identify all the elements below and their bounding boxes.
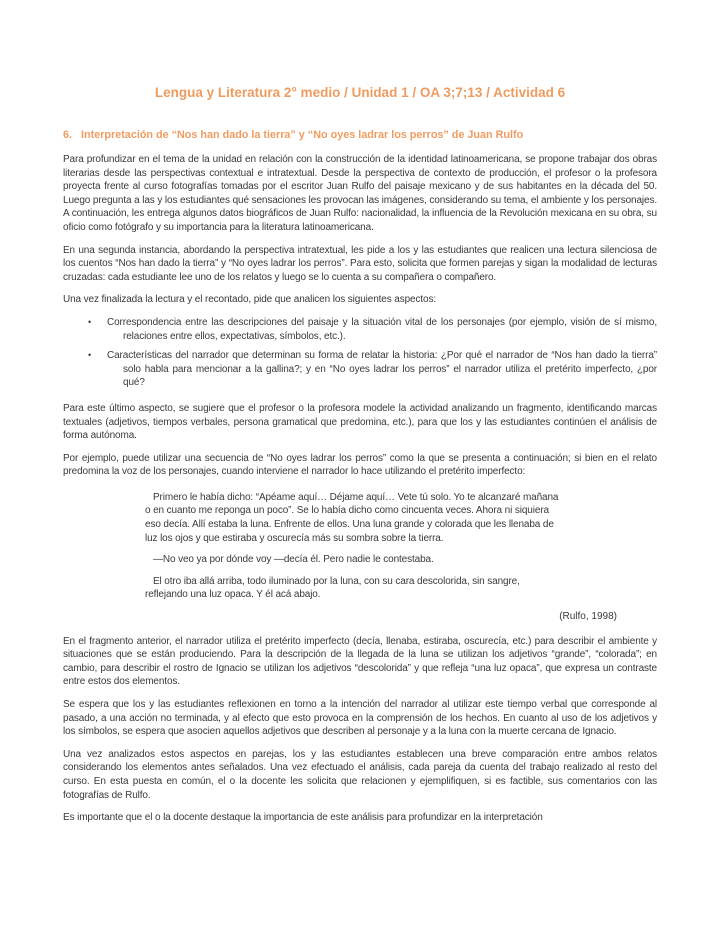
rulfo-quote-block <box>145 491 559 602</box>
activity-title: Interpretación de “Nos han dado la tierra” y “No oyes ladrar los perros” de Juan Rulfo <box>81 129 524 141</box>
paragraph-pair-comparison: Una vez analizados estos aspectos en parejas, los y las estudiantes establecen una breve comparación entre ambos relatos considerando los elementos antes señalados. Una vez efectuado el análisis, cada pareja da cuenta del trabajo realizado al resto del curso. En esta puesta en común, el o la docente les solicita que relacionen y ejemplifiquen, si es factible, sus comentarios con las fotografías de Rulfo. <box>63 748 657 801</box>
paragraph-modeling: Para este último aspecto, se sugiere que el profesor o la profesora modele la actividad analizando un fragmento, identificando marcas textuales (adjetivos, tiempos verbales, persona gramatical que predomina, etc.), para que los y las estudiantes continúen el análisis de forma autónoma. <box>63 402 657 442</box>
aspect-text: Correspondencia entre las descripciones del paisaje y la situación vital de los personajes (por ejemplo, visión de sí mismo, relaciones entre ellos, expectativas, símbolos, etc.). <box>107 316 657 342</box>
quote-paragraph: —No veo ya por dónde voy —decía él. Pero nadie le contestaba. <box>153 554 434 566</box>
paragraph-aspects-lead: Una vez finalizada la lectura y el recontado, pide que analicen los siguientes aspectos: <box>63 294 437 306</box>
paragraph-intro-context: Para profundizar en el tema de la unidad en relación con la construcción de la identidad latinoamericana, se propone trabajar dos obras literarias desde las perspectivas contextual e intratextual. Desde la perspectiva de contexto de producción, el profesor o la profesora proyecta frente al curso fotografías tomadas por el escritor Juan Rulfo del paisaje mexicano y de sus habitantes en la década del 50. Luego pregunta a las y los estudiantes qué sensaciones les provocan las imágenes, considerando su tema, el ambiente y los personajes. A continuación, les entrega algunos datos biográficos de Juan Rulfo: nacionalidad, la influencia de la Revolución mexicana en su obra, su oficio como fotógrafo y su importancia para la literatura latinoamericana. <box>63 154 657 233</box>
activity-heading <box>63 128 657 142</box>
list-item <box>63 349 657 390</box>
quote-citation: (Rulfo, 1998) <box>559 611 617 623</box>
activity-number: 6. <box>63 129 73 141</box>
paragraph-example-lead: Por ejemplo, puede utilizar una secuencia de “No oyes ladrar los perros” como la que se presenta a continuación; si bien en el relato predomina la voz de los personajes, cuando interviene el narrador lo hace utilizando el pretérito imperfecto: <box>63 452 657 478</box>
aspect-text: Características del narrador que determinan su forma de relatar la historia: ¿Por qué el narrador de “Nos han dado la tierra” solo habla para mencionar a la gallina?; y en “No oyes ladrar los perros” el narrador utiliza el pretérito imperfecto, ¿por qué? <box>107 350 657 389</box>
paragraph-closing: Es importante que el o la docente destaque la importancia de este análisis para profundizar en la interpretación <box>63 812 543 824</box>
list-item <box>63 316 657 343</box>
paragraph-second-instance: En una segunda instancia, abordando la perspectiva intratextual, les pide a los y las estudiantes que realicen una lectura silenciosa de los cuentos “Nos han dado la tierra” y “No oyes ladrar los perros”. Para esto, solicita que formen parejas y sigan la modalidad de lecturas cruzadas: cada estudiante lee uno de los relatos y luego se lo cuenta a su compañera o compañero. <box>63 244 657 283</box>
quote-paragraph: El otro iba allá arriba, todo iluminado por la luna, con su cara descolorida, sin sangre, reflejando una luz opaca. Y él acá abajo. <box>145 575 520 601</box>
paragraph-expected-reflection: Se espera que los y las estudiantes reflexionen en torno a la intención del narrador al utilizar este tiempo verbal que corresponde al pasado, a una acción no terminada, y al efecto que esto provoca en la comprensión de los hechos. En cuanto al uso de los adjetivos y los símbolos, se espera que asocien aquellos adjetivos que describen al personaje y a la luna con la muerte cercana de Ignacio. <box>63 699 657 738</box>
quote-paragraph: Primero le había dicho: “Apéame aquí… Déjame aquí… Vete tú solo. Yo te alcanzaré mañana o en cuanto me reponga un poco”. Se lo había dicho como cincuenta veces. Ahora ni siquiera eso decía. Allí estaba la luna. Enfrente de ellos. Una luna grande y colorada que les llenaba de luz los ojos y que estiraba y oscurecía más su sombra sobre la tierra. <box>145 491 559 544</box>
bullet-icon: • <box>88 316 92 327</box>
page-title: Lengua y Literatura 2° medio / Unidad 1 / OA 3;7;13 / Actividad 6 <box>154 85 566 100</box>
bullet-icon: • <box>88 350 92 361</box>
paragraph-fragment-analysis: En el fragmento anterior, el narrador utiliza el pretérito imperfecto (decía, llenaba, estiraba, oscurecía, etc.) para describir el ambiente y situaciones que se están produciendo. Para la descripción de la llegada de la luna se utilizan los adjetivos “grande”, “colorada”; en cambio, para describir el rostro de Ignacio se utilizan los adjetivos “descolorida” y que refleja “una luz opaca”, que expresa un contraste entre estos dos elementos. <box>63 635 657 688</box>
aspects-list <box>63 316 657 390</box>
